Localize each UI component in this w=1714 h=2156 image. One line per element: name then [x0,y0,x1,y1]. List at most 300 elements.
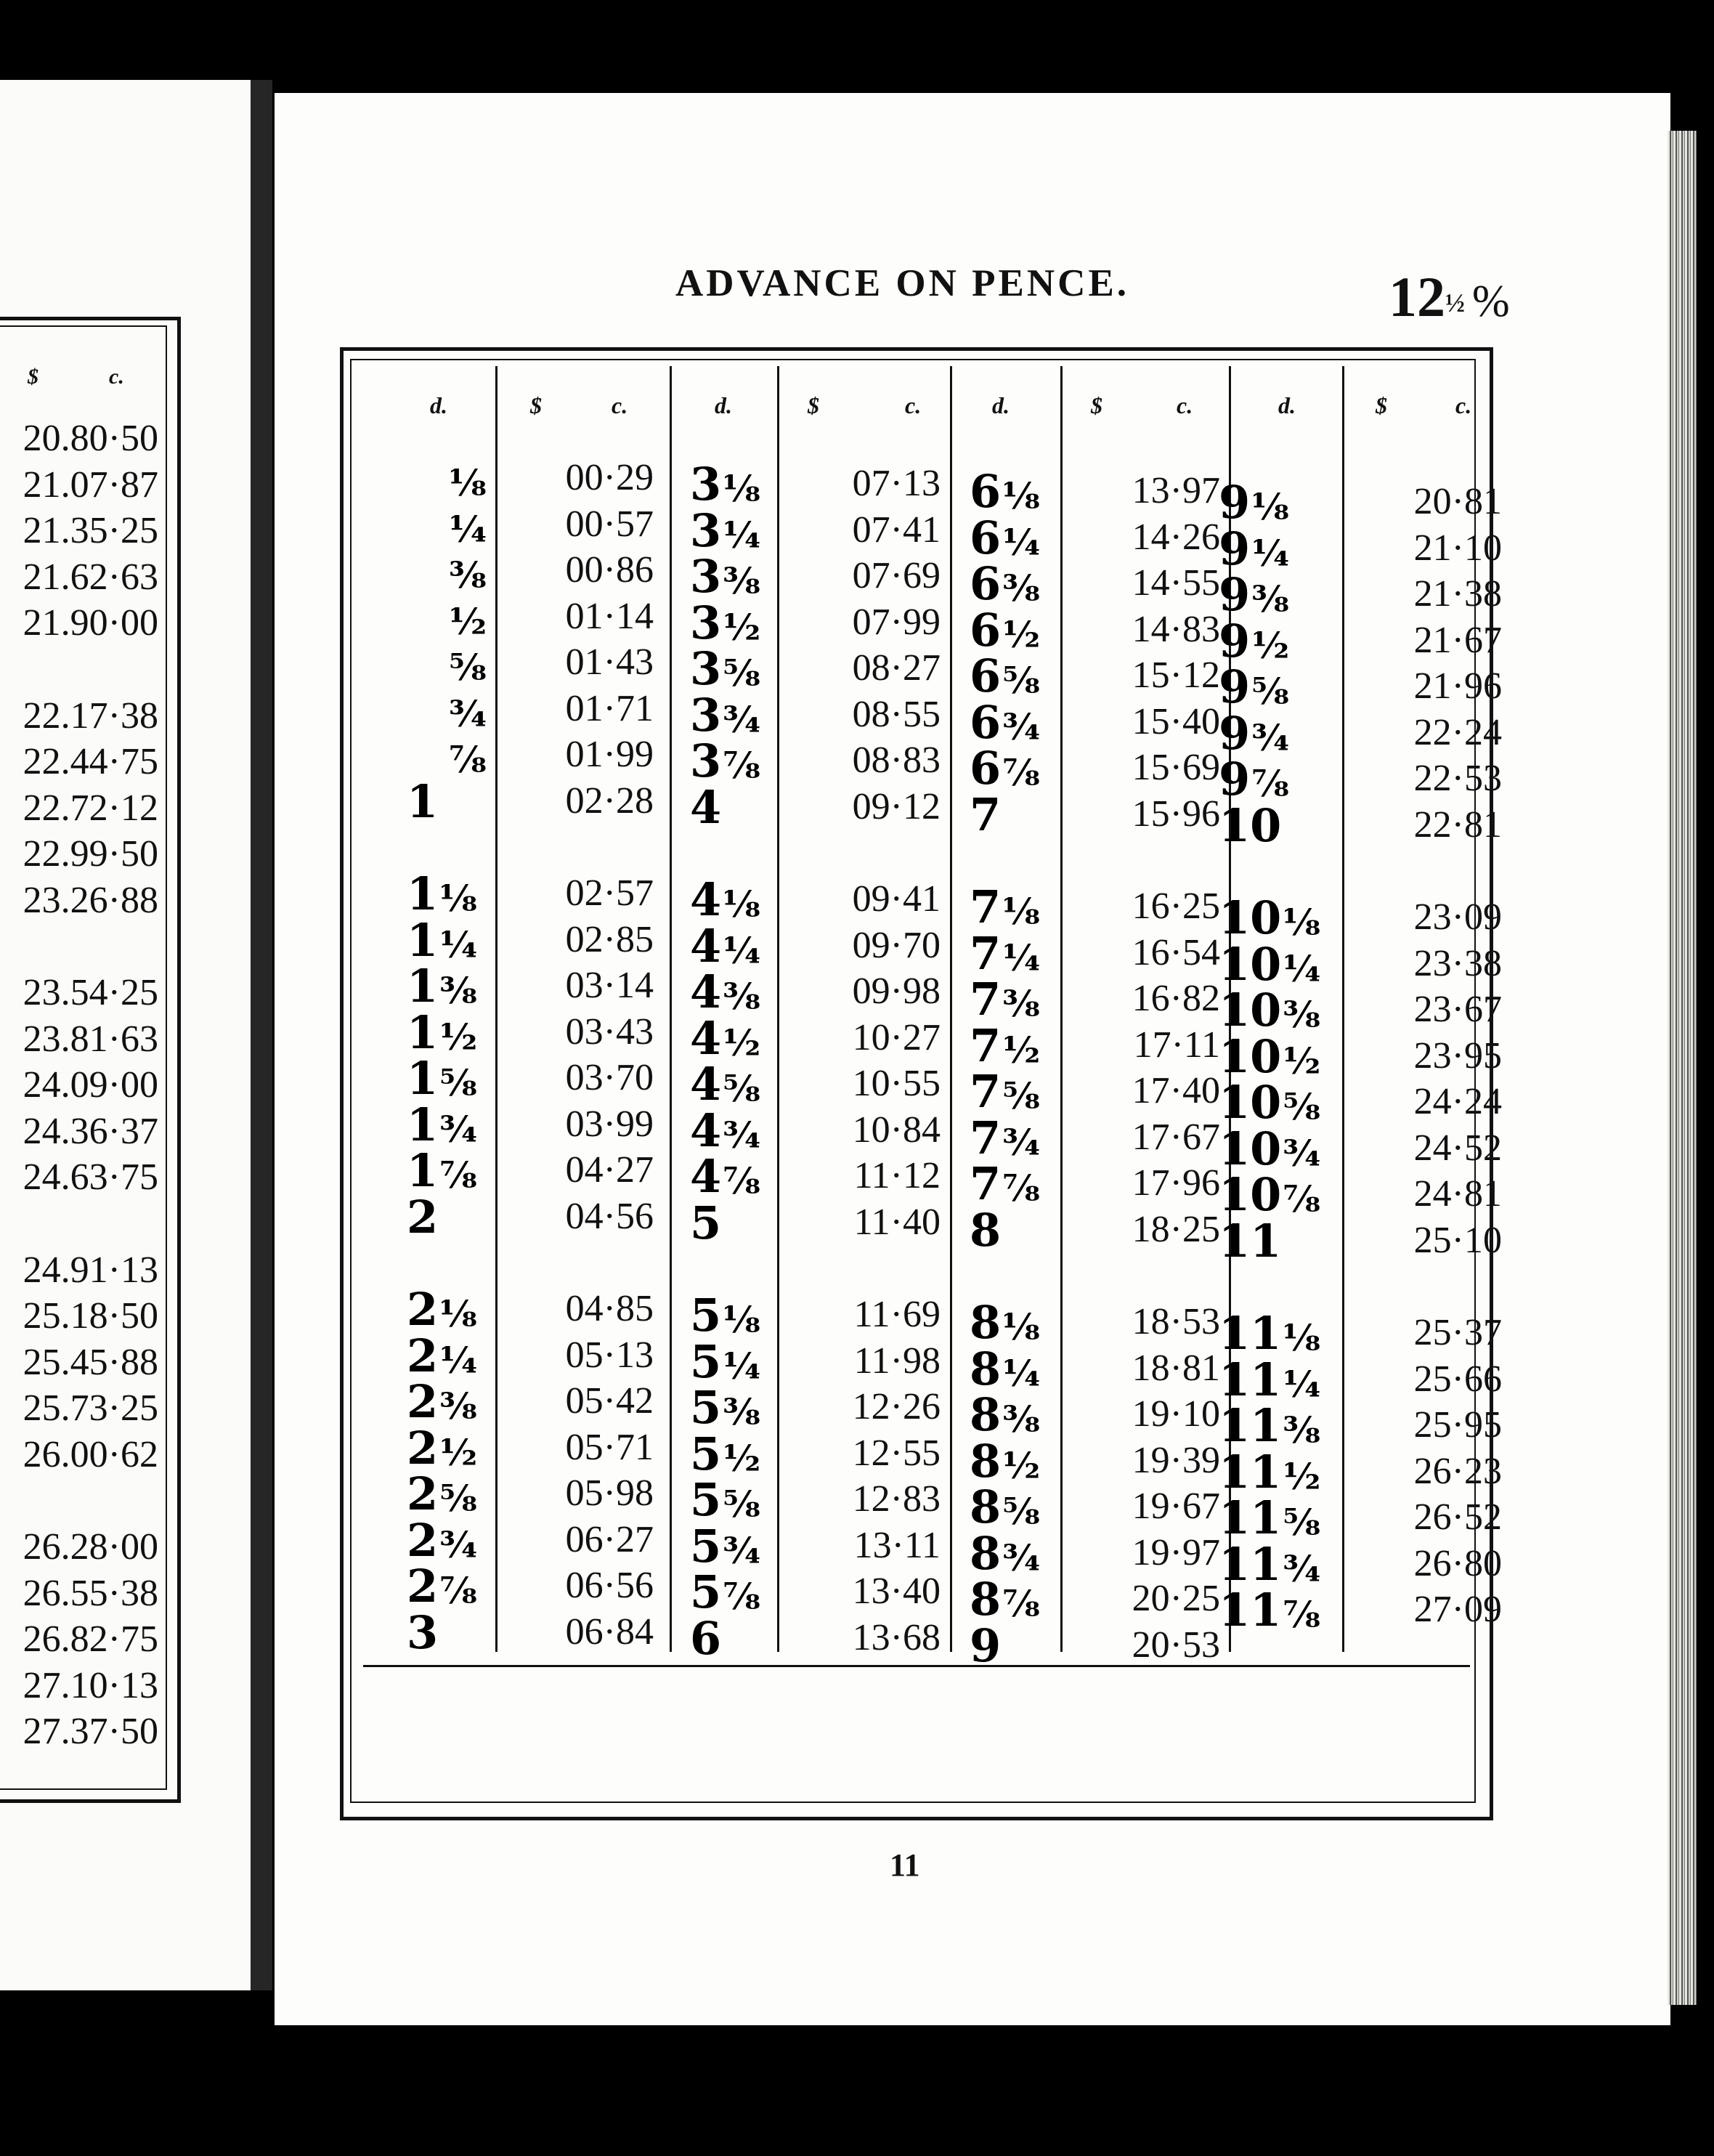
dollar-value: 18·53 [1132,1301,1220,1342]
cents-header: c. [1177,392,1193,418]
dollar-value: 19·10 [1132,1393,1220,1435]
pence-fraction: ⅛ [1283,901,1321,944]
left-value: 25.18·50 [23,1295,158,1337]
dollar-value: 21·38 [1413,573,1502,615]
pence-fraction: ½ [723,1021,761,1064]
pence-whole: 10 [1219,1122,1282,1175]
pence-cell [1219,1491,1321,1544]
pence-cell [1219,798,1283,852]
dollar-value: 22·53 [1413,758,1502,799]
pence-whole: 2 [407,1329,439,1382]
dollar-value: 02·57 [565,872,654,914]
pence-cell [1219,1122,1321,1175]
pence-cell [970,973,1040,1026]
dollar-value: 10·55 [852,1063,941,1104]
pence-fraction: ⅝ [723,652,760,694]
pence-cell [690,1565,760,1618]
pence-fraction: ¼ [439,923,478,966]
pence-cell [447,595,487,643]
pence-cell [407,1560,477,1613]
pence-whole: 3 [690,642,722,695]
dollar-value: 18·81 [1132,1347,1220,1389]
dollar-value: 11·98 [853,1340,941,1382]
pence-fraction: ⅞ [1251,762,1289,805]
pence-cell [970,1018,1041,1072]
rate-percent: % [1472,277,1510,326]
dollar-value: 13·40 [852,1571,941,1612]
dollar-value: 09·70 [852,924,941,966]
pence-fraction: ⅞ [439,1154,477,1196]
dollar-value: 25·66 [1413,1358,1502,1400]
dollar-value: 14·83 [1132,608,1220,650]
pence-whole: 4 [690,780,722,834]
pence-header: d. [715,392,732,418]
dollar-value: 05·13 [565,1334,654,1376]
pence-whole: 9 [1219,476,1251,529]
pence-whole: 3 [690,734,722,787]
pence-cell [970,1434,1041,1488]
pence-cell [1219,1445,1321,1499]
pence-fraction: ⅞ [1283,1593,1321,1636]
pence-fraction: ½ [723,1436,761,1480]
pence-whole: 4 [690,873,722,926]
pence-cell [690,1011,761,1065]
dollar-value: 15·96 [1132,793,1220,835]
pence-whole: 1 [407,1144,439,1197]
pence-fraction: ⅛ [723,1298,760,1341]
pence-cell [970,742,1040,795]
pence-cell [690,1473,760,1526]
pence-fraction: ⅛ [439,1292,477,1335]
pence-whole: 3 [690,596,722,649]
dollar-value: 04·27 [565,1149,654,1191]
dollar-value: 21·10 [1413,527,1502,569]
pence-cell [447,687,487,735]
dollar-value: 03·43 [565,1010,654,1053]
pence-whole: 11 [1219,1307,1282,1360]
pence-fraction: ½ [1283,1454,1321,1498]
pence-cell [690,1334,761,1388]
left-value: 26.28·00 [23,1526,158,1568]
left-value: 26.55·38 [23,1572,158,1614]
pence-fraction: ⅛ [449,461,487,504]
pence-whole: 11 [1219,1584,1282,1637]
pence-whole: 6 [970,695,1002,749]
pence-cell [407,1513,478,1567]
pence-cell [1219,706,1290,760]
pence-cell [970,787,1002,841]
dollar-value: 24·81 [1413,1173,1502,1215]
dollar-value: 00·29 [565,457,654,498]
dollar-value: 14·55 [1132,562,1220,604]
pence-fraction: ⅞ [723,1159,760,1202]
pence-fraction: ⅜ [1283,1409,1321,1451]
pence-whole: 9 [1219,706,1251,760]
pence-cell [1219,937,1321,991]
dollar-value: 01·71 [565,687,654,729]
dollar-value: 13·68 [852,1616,941,1658]
pence-cell [407,960,477,1013]
pence-cell [690,503,761,557]
left-value: 24.91·13 [23,1249,158,1291]
pence-cell [447,456,487,504]
column-rule [495,366,497,1652]
pence-cell [407,1005,478,1059]
pence-cell [1219,1029,1321,1083]
pence-fraction: ¼ [439,1338,478,1382]
pence-whole: 11 [1219,1445,1282,1499]
pence-cell [1219,1399,1321,1452]
dollar-value: 12·83 [852,1478,941,1520]
pence-fraction: ½ [1002,1028,1041,1071]
pence-cell [407,1421,478,1475]
pence-fraction: ⅝ [1002,1074,1040,1117]
page-title: ADVANCE ON PENCE. [675,262,1130,304]
pence-fraction: ¾ [1251,716,1290,759]
dollar-value: 16·54 [1132,931,1220,973]
dollar-value: 15·12 [1132,654,1220,696]
cents-header: c. [612,392,628,418]
pence-whole: 5 [690,1473,722,1526]
pence-cell [970,1065,1040,1118]
dollar-value: 18·25 [1132,1208,1220,1250]
left-value: 22.44·75 [23,741,158,782]
left-value: 21.62·63 [23,556,158,598]
pence-cell [1219,614,1290,668]
pence-cell [690,780,723,834]
left-value: 23.26·88 [23,879,158,921]
pence-whole: 2 [407,1513,439,1567]
pence-fraction: ⅝ [439,1061,477,1104]
dollar-value: 20·25 [1132,1578,1220,1619]
dollar-value: 02·85 [565,918,654,960]
dollar-value: 07·41 [852,508,941,551]
pence-whole: 9 [1219,568,1251,621]
pence-fraction: ⅛ [1283,1316,1321,1359]
dollar-value: 00·86 [565,549,654,591]
pence-whole: 8 [970,1296,1002,1349]
dollar-value: 17·96 [1132,1162,1220,1204]
pence-fraction: ½ [723,605,761,649]
pence-whole: 11 [1219,1353,1282,1406]
page-number: 11 [890,1847,920,1883]
pence-fraction: ¾ [439,1523,478,1566]
pence-fraction: ⅝ [723,1483,760,1525]
pence-cell [1219,476,1289,529]
pence-cell [970,511,1041,564]
pence-cell [690,1611,723,1665]
left-value: 21.90·00 [23,602,158,644]
pence-whole: 4 [690,919,722,973]
dollar-value: 13·11 [853,1524,941,1566]
dollar-header: $ [530,392,542,418]
pence-fraction: ⅞ [1002,1167,1040,1209]
pence-cell [690,1427,761,1480]
pence-fraction: ⅝ [1283,1501,1321,1544]
pence-fraction: ¼ [723,513,761,556]
dollar-value: 25·37 [1413,1312,1502,1353]
left-value: 23.54·25 [23,972,158,1013]
pence-cell [1219,522,1290,575]
table-bottom-rule [363,1665,1470,1667]
pence-fraction: ¾ [1002,1536,1041,1579]
pence-cell [1219,1537,1321,1591]
dollar-value: 01·14 [565,595,654,637]
pence-whole: 6 [970,649,1002,702]
pence-fraction: ¾ [723,1113,761,1156]
dollar-value: 11·40 [853,1201,941,1243]
dollar-value: 11·12 [853,1155,941,1196]
dollar-value: 17·40 [1132,1070,1220,1111]
column-rule [670,366,672,1652]
dollar-value: 22·81 [1413,803,1502,846]
pence-whole: 6 [970,557,1002,610]
pence-whole: 2 [407,1375,439,1428]
pence-fraction: ½ [1002,612,1041,656]
pence-fraction: ¾ [449,692,487,735]
dollar-value: 17·11 [1133,1024,1220,1066]
pence-fraction: ⅜ [1002,567,1040,609]
pence-whole: 8 [970,1573,1002,1626]
pence-cell [970,1342,1041,1395]
dollar-value: 25·95 [1413,1404,1502,1446]
left-dollar-header: $ [28,365,38,389]
pence-cell [970,1480,1040,1533]
dollar-value: 11·69 [853,1294,941,1335]
pence-whole: 8 [970,1203,1002,1257]
pence-whole: 11 [1219,1214,1282,1268]
dollar-value: 20·53 [1132,1624,1220,1666]
pence-cell [970,926,1041,980]
pence-cell [447,548,487,596]
dollar-value: 07·69 [852,555,941,596]
pence-fraction: ¼ [1283,1362,1321,1406]
dollar-value: 14·26 [1132,516,1220,558]
pence-fraction: ⅝ [723,1067,760,1110]
dollar-value: 21·67 [1413,619,1502,661]
pence-header: d. [992,392,1010,418]
pence-cell [690,1058,760,1111]
rate-half: ½ [1445,288,1465,317]
left-value: 26.82·75 [23,1618,158,1660]
pence-whole: 8 [970,1526,1002,1580]
rate-label [1389,265,1510,328]
dollar-header: $ [1376,392,1387,418]
pence-cell [690,1103,761,1157]
left-value: 21.07·87 [23,463,158,506]
pence-fraction: ⅜ [439,1385,477,1427]
dollar-header: $ [1091,392,1102,418]
pence-whole: 11 [1219,1491,1282,1544]
pence-whole: 5 [690,1427,722,1480]
pence-cell [1219,1168,1321,1221]
left-value: 24.63·75 [23,1156,158,1198]
pence-cell [970,1157,1040,1210]
dollar-value: 19·67 [1132,1486,1220,1527]
dollar-header: $ [808,392,819,418]
pence-fraction: ⅞ [439,1569,477,1612]
pence-cell [407,1144,477,1197]
pence-fraction: ⅞ [1283,1178,1321,1220]
pence-whole: 4 [690,965,722,1018]
pence-whole: 1 [407,1005,439,1059]
pence-fraction: ⅝ [449,646,487,689]
pence-whole: 9 [1219,614,1251,668]
pence-cell [690,458,760,511]
pence-whole: 7 [970,1018,1002,1072]
pence-cell [447,733,487,781]
dollar-value: 23·38 [1413,942,1502,984]
pence-fraction: ⅜ [1002,982,1040,1025]
dollar-value: 05·71 [565,1426,654,1468]
pence-fraction: ½ [439,1015,478,1058]
dollar-value: 22·24 [1413,711,1502,753]
pence-cell [690,1150,760,1203]
pence-whole: 8 [970,1480,1002,1533]
pence-fraction: ¾ [1283,1131,1321,1175]
left-value: 22.99·50 [23,833,158,875]
pence-cell [970,1296,1040,1349]
pence-whole: 5 [690,1196,722,1249]
column-rule [777,366,779,1652]
pence-fraction: ¼ [449,507,487,551]
pence-whole: 3 [690,688,722,742]
pence-fraction: ⅝ [1251,670,1289,713]
dollar-value: 23·09 [1413,896,1502,938]
left-value: 25.73·25 [23,1387,158,1429]
dollar-value: 13·97 [1132,470,1220,511]
dollar-value: 03·14 [565,965,654,1006]
pence-fraction: ⅜ [723,1390,760,1433]
left-value: 20.80·50 [23,418,158,459]
pence-cell [690,1289,760,1342]
pence-fraction: ⅜ [1002,1398,1040,1440]
pence-cell [407,1190,439,1244]
column-rule [1060,366,1063,1652]
pence-cell [1219,1353,1321,1406]
pence-fraction: ¼ [1002,1351,1041,1395]
dollar-value: 20·81 [1413,481,1502,522]
left-cents-header: c. [109,365,124,389]
pence-whole: 10 [1219,1076,1282,1129]
pence-cell [1219,1076,1321,1129]
dollar-value: 16·25 [1132,885,1220,927]
pence-cell [1219,753,1289,806]
dollar-value: 17·67 [1132,1116,1220,1158]
pence-fraction: ¾ [1002,705,1041,748]
pence-fraction: ⅝ [1002,1490,1040,1533]
pence-whole: 4 [690,1011,722,1065]
dollar-value: 15·40 [1132,700,1220,742]
pence-cell [970,649,1040,702]
pence-cell [407,774,439,828]
pence-whole: 1 [407,867,439,920]
pence-whole: 2 [407,1560,439,1613]
pence-whole: 1 [407,913,439,967]
pence-cell [970,695,1041,749]
pence-whole: 2 [407,1467,439,1520]
pence-fraction: ⅛ [439,877,477,920]
pence-header: d. [1278,392,1296,418]
dollar-value: 12·26 [852,1386,941,1427]
dollar-value: 01·99 [565,734,654,775]
pence-whole: 9 [1219,660,1251,713]
pence-fraction: ⅛ [723,883,760,925]
pence-whole: 5 [690,1289,722,1342]
dollar-value: 23·67 [1413,989,1502,1030]
dollar-value: 21·96 [1413,665,1502,707]
pence-whole: 2 [407,1421,439,1475]
pence-cell [970,603,1041,657]
pence-whole: 8 [970,1434,1002,1488]
pence-cell [407,1052,477,1105]
left-value: 26.00·62 [23,1433,158,1475]
pence-whole: 11 [1219,1399,1282,1452]
pence-whole: 1 [407,774,439,828]
pence-whole: 7 [970,787,1002,841]
pence-cell [447,641,487,689]
left-value: 27.37·50 [23,1711,158,1752]
pence-cell [407,867,477,920]
pence-cell [447,503,487,551]
pence-whole: 10 [1219,984,1282,1037]
dollar-value: 26·23 [1413,1450,1502,1492]
pence-fraction: ⅜ [1283,993,1321,1036]
left-value: 23.81·63 [23,1018,158,1060]
pence-whole: 6 [970,603,1002,657]
pence-whole: 7 [970,1157,1002,1210]
pence-whole: 10 [1219,891,1282,944]
dollar-value: 27·09 [1413,1589,1502,1630]
pence-whole: 5 [690,1334,722,1388]
pence-fraction: ¾ [439,1107,478,1151]
dollar-value: 06·84 [565,1610,654,1653]
dollar-value: 16·82 [1132,978,1220,1019]
pence-whole: 1 [407,960,439,1013]
pence-cell [970,465,1040,518]
pence-whole: 9 [1219,753,1251,806]
dollar-value: 06·27 [565,1518,654,1560]
pence-cell [690,919,761,973]
pence-whole: 8 [970,1388,1002,1441]
pence-fraction: ¼ [1002,520,1041,564]
dollar-value: 26·52 [1413,1496,1502,1538]
dollar-value: 19·97 [1132,1531,1220,1573]
pence-whole: 1 [407,1098,439,1151]
pence-whole: 5 [690,1565,722,1618]
pence-fraction: ¾ [1283,1547,1321,1590]
left-value: 27.10·13 [23,1664,158,1706]
pence-fraction: ⅛ [1251,485,1289,528]
pence-whole: 6 [970,511,1002,564]
dollar-value: 07·13 [852,463,941,504]
pence-whole: 5 [690,1519,722,1573]
pence-cell [970,557,1040,610]
pence-fraction: ⅛ [1002,474,1040,517]
pence-cell [970,1203,1002,1257]
pence-cell [690,550,760,603]
left-value: 25.45·88 [23,1341,158,1383]
dollar-value: 07·99 [852,601,941,643]
pence-fraction: ½ [1283,1039,1321,1082]
pence-whole: 2 [407,1190,439,1244]
left-value: 24.09·00 [23,1064,158,1106]
pence-cell [690,965,760,1018]
pence-cell [1219,1584,1321,1637]
dollar-value: 05·42 [565,1380,654,1422]
dollar-value: 03·99 [565,1103,654,1145]
pence-fraction: ⅜ [723,975,760,1018]
